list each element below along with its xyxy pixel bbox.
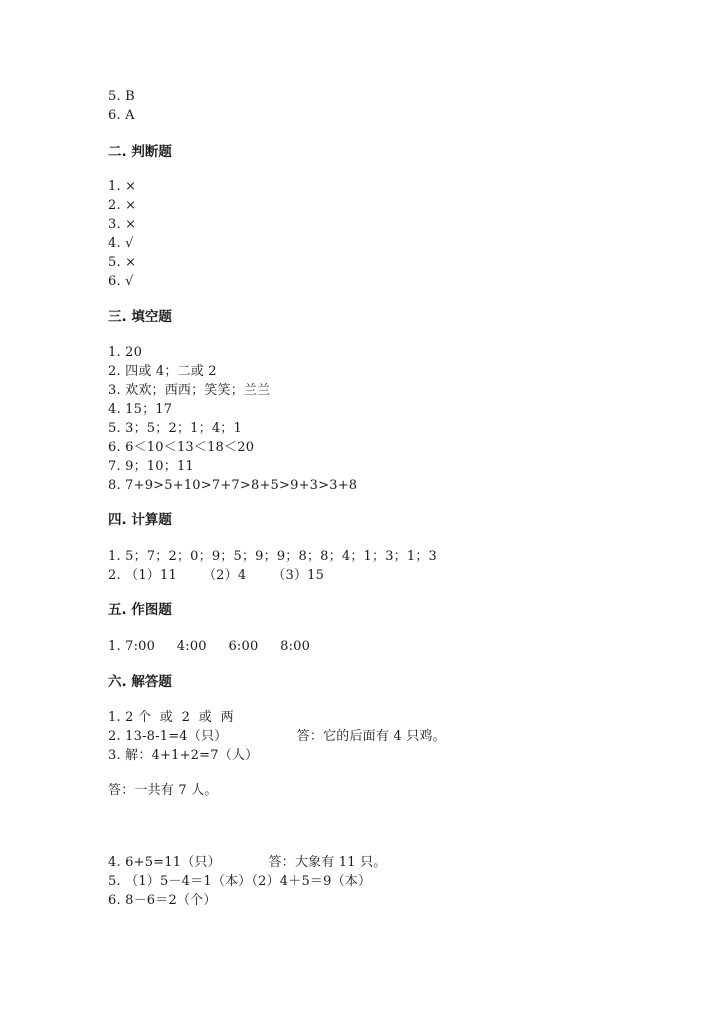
section-heading: 六. 解答题: [108, 674, 172, 690]
answer-line: 6. A: [108, 108, 135, 123]
section-heading: 四. 计算题: [108, 512, 172, 528]
answer-line: 6. 8－6＝2（个）: [108, 893, 217, 908]
answer-line: 1. 2 个 或 2 或 两: [108, 710, 234, 725]
answer-line: 3. 解：4+1+2=7（人）: [108, 748, 259, 763]
answer-line: 6. 6＜10＜13＜18＜20: [108, 440, 255, 455]
answer-line: 5. 3；5；2；1；4；1: [108, 421, 242, 436]
answer-line: 5. ×: [108, 255, 137, 270]
answer-line: 5. B: [108, 89, 135, 104]
answer-line: 3. ×: [108, 217, 137, 232]
answer-line: 8. 7+9>5+10>7+7>8+5>9+3>3+8: [108, 478, 358, 493]
section-heading: 五. 作图题: [108, 602, 172, 618]
answer-line: 1. 20: [108, 345, 143, 360]
answer-line: 4. 15；17: [108, 402, 173, 417]
answer-line: 5. （1）5－4＝1（本）（2）4＋5＝9（本）: [108, 874, 372, 889]
answer-line: 答：一共有 7 人。: [108, 783, 218, 798]
answer-line: 6. √: [108, 274, 134, 289]
answer-line: 2. 13-8-1=4（只） 答：它的后面有 4 只鸡。: [108, 729, 446, 744]
section-heading: 三. 填空题: [108, 309, 172, 325]
section-heading: 二. 判断题: [108, 144, 172, 160]
answer-line: 1. 7:00 4:00 6:00 8:00: [108, 639, 311, 654]
answer-line: 3. 欢欢；西西；笑笑；兰兰: [108, 383, 271, 398]
answer-line: 2. ×: [108, 198, 137, 213]
answer-line: 2. 四或 4；二或 2: [108, 364, 217, 379]
answer-line: 1. 5；7；2；0；9；5；9；9；8；8；4；1；3；1；3: [108, 549, 438, 564]
answer-line: 2. （1）11 （2）4 （3）15: [108, 568, 325, 583]
answer-line: 7. 9；10；11: [108, 459, 194, 474]
answer-line: 1. ×: [108, 179, 137, 194]
answer-line: 4. 6+5=11（只） 答：大象有 11 只。: [108, 855, 387, 870]
answer-line: 4. √: [108, 236, 134, 251]
